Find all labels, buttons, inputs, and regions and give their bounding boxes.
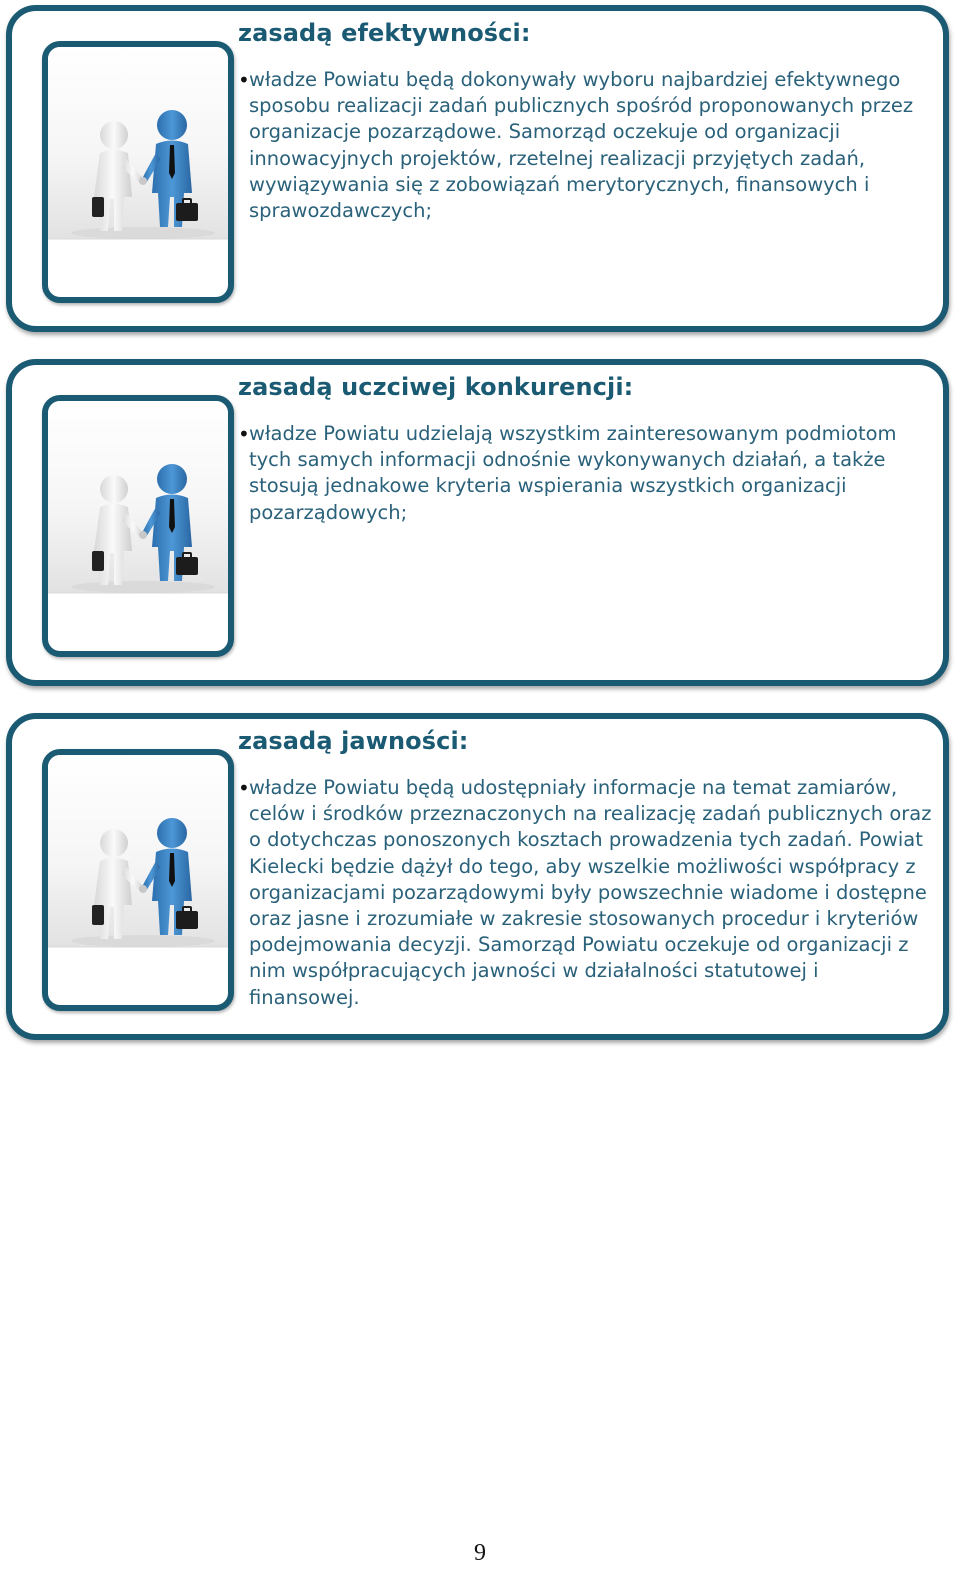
handshake-figures-icon	[48, 401, 228, 651]
bullet-item	[238, 67, 933, 224]
handshake-picture-frame	[42, 749, 234, 1011]
section-text: władze Powiatu będą dokonywały wyboru najbardziej efektywnego sposobu realizacji zadań publicznych spośród proponowanych przez organizacje pozarządowe. Samorząd oczekuje od organizacji innowacyjnych projektów, rzetelnej realizacji przyjętych zadań, wywiązywania się z zobowiązań merytorycznych, finansowych i sprawozdawczych;	[249, 68, 914, 223]
principle-card-efficiency	[6, 5, 949, 332]
principle-card-fair-competition	[6, 359, 949, 686]
section-text: władze Powiatu będą udostępniały informacje na temat zamiarów, celów i środków przeznaczonych na realizację zadań publicznych oraz o dotychczas ponoszonych kosztach prowadzenia tych zadań. Powiat Kielecki będzie dążył do tego, aby wszelkie możliwości współpracy z organizacjami pozarządowymi były powszechnie wiadome i dostępne oraz jasne i zrozumiałe w zakresie stosowanych procedur i kryteriów podejmowania decyzji. Samorząd Powiatu oczekuje od organizacji z nim współpracujących jawności w działalności statutowej i finansowej.	[249, 776, 932, 1009]
section-heading: zasadą jawności:	[238, 727, 469, 755]
handshake-picture-frame	[42, 41, 234, 303]
section-text: władze Powiatu udzielają wszystkim zainteresowanym podmiotom tych samych informacji odnośnie wykonywanych działań, a także stosują jednakowe kryteria wspierania wszystkich organizacji pozarządowych;	[249, 422, 897, 524]
section-heading: zasadą uczciwej konkurencji:	[238, 373, 634, 401]
bullet-symbol: •	[238, 422, 250, 446]
section-heading: zasadą efektywności:	[238, 19, 531, 47]
page-number: 9	[474, 1540, 486, 1566]
bullet-item	[238, 775, 933, 1011]
handshake-figures-icon	[48, 47, 228, 297]
handshake-figures-icon	[48, 755, 228, 1005]
principle-card-transparency	[6, 713, 949, 1040]
bullet-item	[238, 421, 933, 526]
bullet-symbol: •	[238, 68, 250, 92]
handshake-picture-frame	[42, 395, 234, 657]
bullet-symbol: •	[238, 776, 250, 800]
